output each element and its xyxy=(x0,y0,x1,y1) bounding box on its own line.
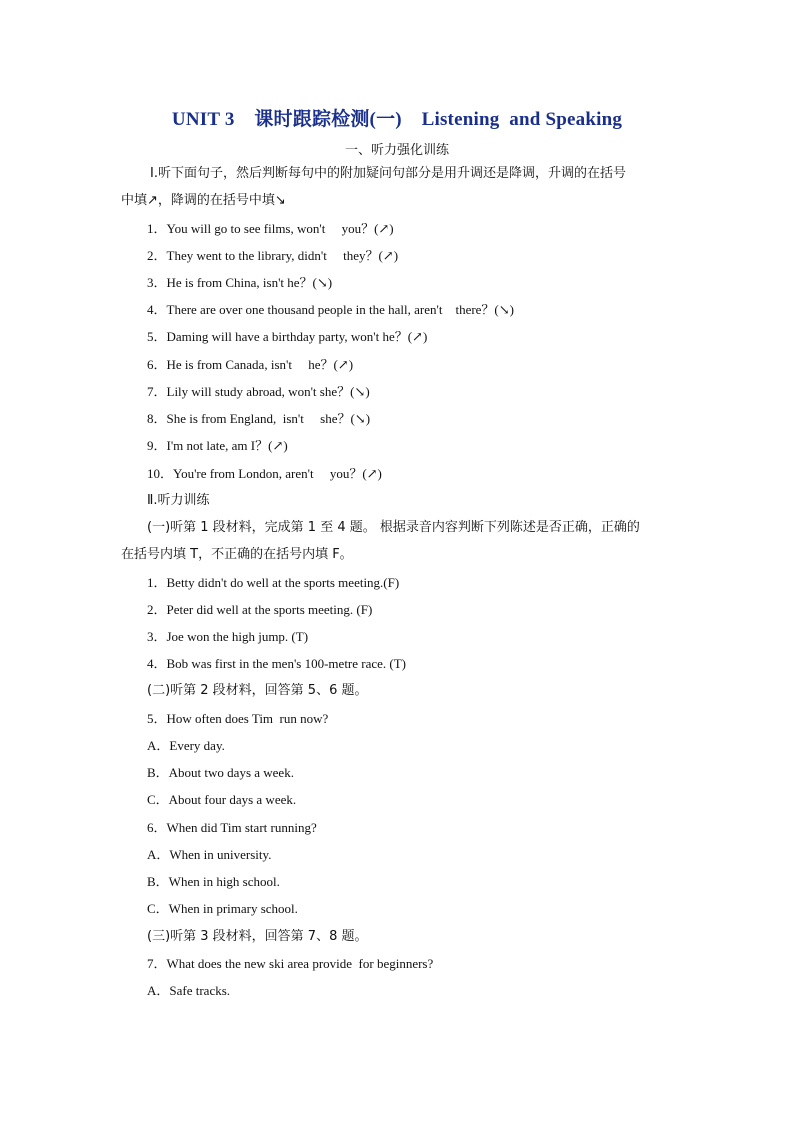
list-item: 1．You will go to see films, won't you？(↗) xyxy=(147,221,394,236)
part1-heading-line1: (一)听第 1 段材料，完成第 1 至 4 题。 根据录音内容判断下列陈述是否正确，正确的 xyxy=(147,520,640,535)
question-line: 5．How often does Tim run now? xyxy=(147,711,329,726)
option-line: A．Safe tracks. xyxy=(147,983,231,998)
option-line: B．About two days a week. xyxy=(147,765,294,780)
part1-heading-line2: 在括号内填 T，不正确的在括号内填 F。 xyxy=(121,547,353,562)
section1-heading-line1: Ⅰ.听下面句子，然后判断每句中的附加疑问句部分是用升调还是降调，升调的在括号 xyxy=(150,166,626,181)
list-item: 10．You're from London, aren't you？(↗) xyxy=(147,466,382,481)
list-item: 7．Lily will study abroad, won't she？(↘) xyxy=(147,384,370,399)
option-line: C．About four days a week. xyxy=(147,792,297,807)
list-item: 3．Joe won the high jump. (T) xyxy=(147,629,309,644)
option-line: B．When in high school. xyxy=(147,874,280,889)
page-title: UNIT 3 课时跟踪检测(一) Listening and Speaking xyxy=(171,109,623,130)
list-item: 6．He is from Canada, isn't he？(↗) xyxy=(147,357,354,372)
part3-heading: (三)听第 3 段材料，回答第 7、8 题。 xyxy=(147,929,368,944)
question-line: 7．What does the new ski area provide for beginners? xyxy=(147,956,434,971)
question-line: 6．When did Tim start running? xyxy=(147,820,317,835)
section-subtitle: 一、听力强化训练 xyxy=(344,143,449,158)
list-item: 4．Bob was first in the men's 100-metre race. (T) xyxy=(147,656,407,671)
section2-heading: Ⅱ.听力训练 xyxy=(147,493,210,508)
part2-heading: (二)听第 2 段材料，回答第 5、6 题。 xyxy=(147,683,368,698)
list-item: 3．He is from China, isn't he？(↘) xyxy=(147,275,333,290)
option-line: C．When in primary school. xyxy=(147,901,298,916)
list-item: 2．They went to the library, didn't they？(↗) xyxy=(147,248,399,263)
list-item: 9．I'm not late, am I？(↗) xyxy=(147,438,288,453)
option-line: A．When in university. xyxy=(147,847,272,862)
section1-heading-line2: 中填↗，降调的在括号中填↘ xyxy=(121,193,286,208)
list-item: 8．She is from England, isn't she？(↘) xyxy=(147,411,371,426)
list-item: 4．There are over one thousand people in the hall, aren't there？(↘) xyxy=(147,302,514,317)
list-item: 2．Peter did well at the sports meeting. (F) xyxy=(147,602,373,617)
list-item: 1．Betty didn't do well at the sports meeting.(F) xyxy=(147,575,400,590)
list-item: 5．Daming will have a birthday party, won't he？(↗) xyxy=(147,329,428,344)
option-line: A．Every day. xyxy=(147,738,225,753)
